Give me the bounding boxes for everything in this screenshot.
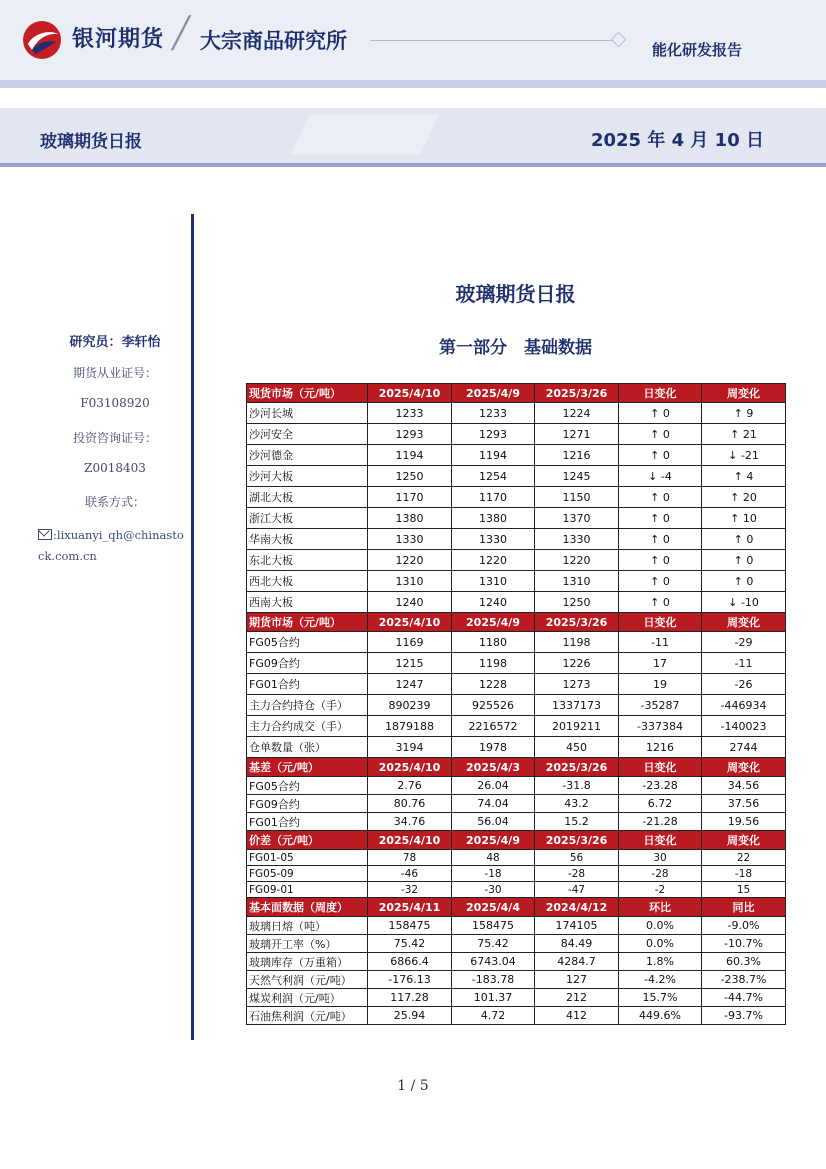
table-cell: -18: [452, 866, 535, 882]
column-header: 2025/4/10: [368, 758, 452, 777]
table-cell: 1240: [368, 592, 452, 613]
table-cell: 1215: [368, 653, 452, 674]
basic-data-table: [246, 383, 786, 1025]
table-cell: 沙河德金: [247, 445, 368, 466]
table-cell: 1245: [535, 466, 619, 487]
column-header: 日变化: [619, 758, 702, 777]
table-cell: ↑ 0: [702, 571, 786, 592]
table-cell: 1228: [452, 674, 535, 695]
table-cell: ↑ 9: [702, 403, 786, 424]
column-header: 日变化: [619, 613, 702, 632]
table-row: [247, 466, 786, 487]
brand-name: 银河期货: [72, 27, 165, 52]
table-header-row: [247, 831, 786, 850]
table-cell: 0.0%: [619, 917, 702, 935]
table-header-row: [247, 758, 786, 777]
table-row: [247, 424, 786, 445]
table-cell: -21.28: [619, 813, 702, 831]
column-header: 2025/4/10: [368, 613, 452, 632]
header-divider: ╱: [172, 16, 191, 51]
institute-name: 大宗商品研究所: [200, 29, 347, 53]
table-row: [247, 571, 786, 592]
column-header: 2025/4/10: [368, 831, 452, 850]
table-cell: 34.76: [368, 813, 452, 831]
table-cell: ↑ 0: [619, 403, 702, 424]
table-row: [247, 777, 786, 795]
table-cell: 80.76: [368, 795, 452, 813]
futures-license-number: F03108920: [80, 396, 150, 410]
table-cell: 25.94: [368, 1007, 452, 1025]
table-cell: -31.8: [535, 777, 619, 795]
sidebar-divider: [191, 214, 194, 1040]
table-cell: FG01合约: [247, 674, 368, 695]
table-cell: 1273: [535, 674, 619, 695]
table-cell: ↓ -4: [619, 466, 702, 487]
table-cell: 1170: [368, 487, 452, 508]
table-cell: 48: [452, 850, 535, 866]
table-row: [247, 917, 786, 935]
table-cell: 2019211: [535, 716, 619, 737]
table-cell: -29: [702, 632, 786, 653]
table-cell: 75.42: [452, 935, 535, 953]
table-cell: 56: [535, 850, 619, 866]
table-cell: 1220: [535, 550, 619, 571]
table-cell: 30: [619, 850, 702, 866]
table-cell: 925526: [452, 695, 535, 716]
email-address[interactable]: :lixuanyi_qh@chinastock.com.cn: [38, 528, 184, 563]
table-cell: -93.7%: [702, 1007, 786, 1025]
table-cell: 1226: [535, 653, 619, 674]
table-cell: 1169: [368, 632, 452, 653]
galaxy-futures-logo-icon: [22, 20, 62, 60]
table-cell: ↑ 0: [619, 529, 702, 550]
table-cell: -238.7%: [702, 971, 786, 989]
column-header: 基本面数据（周度）: [247, 898, 368, 917]
contact-email[interactable]: [38, 525, 190, 567]
table-cell: -26: [702, 674, 786, 695]
table-cell: 1250: [368, 466, 452, 487]
table-cell: 1310: [368, 571, 452, 592]
table-cell: 沙河大板: [247, 466, 368, 487]
column-header: 期货市场（元/吨）: [247, 613, 368, 632]
table-cell: 412: [535, 1007, 619, 1025]
table-cell: 1254: [452, 466, 535, 487]
table-cell: ↑ 0: [619, 487, 702, 508]
table-cell: 1330: [535, 529, 619, 550]
table-header-row: [247, 898, 786, 917]
table-cell: 1170: [452, 487, 535, 508]
table-cell: ↑ 0: [619, 571, 702, 592]
table-cell: -183.78: [452, 971, 535, 989]
table-row: [247, 971, 786, 989]
table-cell: -44.7%: [702, 989, 786, 1007]
column-header: 2025/4/11: [368, 898, 452, 917]
futures-license-label: 期货从业证号：: [72, 366, 157, 380]
table-cell: -337384: [619, 716, 702, 737]
table-cell: 127: [535, 971, 619, 989]
table-cell: 1293: [452, 424, 535, 445]
table-cell: 450: [535, 737, 619, 758]
column-header: 日变化: [619, 384, 702, 403]
table-cell: 15.7%: [619, 989, 702, 1007]
document-date: 2025 年 4 月 10 日: [590, 130, 764, 151]
column-header: 环比: [619, 898, 702, 917]
table-cell: ↑ 0: [702, 529, 786, 550]
table-cell: 1293: [368, 424, 452, 445]
table-cell: 主力合约持仓（手）: [247, 695, 368, 716]
table-row: [247, 795, 786, 813]
table-cell: 1330: [452, 529, 535, 550]
table-cell: 1194: [452, 445, 535, 466]
table-cell: FG09合约: [247, 795, 368, 813]
table-cell: 1271: [535, 424, 619, 445]
header-rule: [370, 40, 618, 41]
table-cell: 56.04: [452, 813, 535, 831]
table-cell: 4.72: [452, 1007, 535, 1025]
table-cell: 19: [619, 674, 702, 695]
table-cell: 117.28: [368, 989, 452, 1007]
table-cell: -11: [619, 632, 702, 653]
table-row: [247, 866, 786, 882]
table-cell: 449.6%: [619, 1007, 702, 1025]
column-header: 周变化: [702, 384, 786, 403]
table-row: [247, 882, 786, 898]
table-cell: 华南大板: [247, 529, 368, 550]
table-cell: -176.13: [368, 971, 452, 989]
table-cell: -28: [535, 866, 619, 882]
table-cell: -28: [619, 866, 702, 882]
table-cell: 34.56: [702, 777, 786, 795]
table-cell: FG05-09: [247, 866, 368, 882]
table-cell: 75.42: [368, 935, 452, 953]
table-cell: 1240: [452, 592, 535, 613]
table-cell: 1198: [452, 653, 535, 674]
table-row: [247, 529, 786, 550]
table-cell: 主力合约成交（手）: [247, 716, 368, 737]
table-row: [247, 445, 786, 466]
envelope-icon: [38, 529, 52, 540]
table-row: [247, 695, 786, 716]
table-cell: -47: [535, 882, 619, 898]
table-cell: ↑ 10: [702, 508, 786, 529]
table-cell: 2216572: [452, 716, 535, 737]
column-header: 周变化: [702, 758, 786, 777]
table-row: [247, 935, 786, 953]
table-cell: 1220: [452, 550, 535, 571]
table-cell: 84.49: [535, 935, 619, 953]
table-cell: -2: [619, 882, 702, 898]
table-cell: 沙河安全: [247, 424, 368, 445]
table-row: [247, 592, 786, 613]
table-row: [247, 653, 786, 674]
table-cell: 西南大板: [247, 592, 368, 613]
table-cell: 1216: [619, 737, 702, 758]
column-header: 2025/4/9: [452, 831, 535, 850]
column-header: 2025/4/4: [452, 898, 535, 917]
table-cell: 158475: [368, 917, 452, 935]
table-cell: 仓单数量（张）: [247, 737, 368, 758]
table-cell: 1310: [535, 571, 619, 592]
table-cell: 78: [368, 850, 452, 866]
table-row: [247, 632, 786, 653]
column-header: 现货市场（元/吨）: [247, 384, 368, 403]
table-row: [247, 716, 786, 737]
table-cell: 890239: [368, 695, 452, 716]
table-cell: 22: [702, 850, 786, 866]
table-header-row: [247, 613, 786, 632]
document-title: 玻璃期货日报: [40, 132, 142, 152]
table-row: [247, 487, 786, 508]
table-cell: FG09-01: [247, 882, 368, 898]
table-cell: 1233: [368, 403, 452, 424]
page-number: 1 / 5: [397, 1078, 429, 1094]
table-cell: 0.0%: [619, 935, 702, 953]
table-cell: ↑ 0: [619, 445, 702, 466]
table-cell: 1220: [368, 550, 452, 571]
column-header: 同比: [702, 898, 786, 917]
column-header: 2025/3/26: [535, 831, 619, 850]
table-cell: 1370: [535, 508, 619, 529]
table-cell: 43.2: [535, 795, 619, 813]
table-cell: 1198: [535, 632, 619, 653]
table-cell: FG09合约: [247, 653, 368, 674]
table-cell: 1180: [452, 632, 535, 653]
table-cell: 沙河长城: [247, 403, 368, 424]
table-cell: 15.2: [535, 813, 619, 831]
table-cell: ↑ 21: [702, 424, 786, 445]
table-cell: 浙江大板: [247, 508, 368, 529]
table-row: [247, 508, 786, 529]
table-cell: -23.28: [619, 777, 702, 795]
table-cell: ↑ 0: [619, 592, 702, 613]
table-cell: 1233: [452, 403, 535, 424]
column-header: 2025/4/10: [368, 384, 452, 403]
table-row: [247, 674, 786, 695]
report-type: 能化研发报告: [652, 41, 743, 59]
column-header: 2025/3/26: [535, 758, 619, 777]
table-row: [247, 813, 786, 831]
column-header: 周变化: [702, 831, 786, 850]
table-cell: 15: [702, 882, 786, 898]
table-cell: FG01合约: [247, 813, 368, 831]
table-row: [247, 1007, 786, 1025]
table-cell: ↑ 0: [619, 508, 702, 529]
table-cell: 2.76: [368, 777, 452, 795]
table-cell: 玻璃库存（万重箱）: [247, 953, 368, 971]
table-cell: -446934: [702, 695, 786, 716]
table-row: [247, 550, 786, 571]
advisory-license-label: 投资咨询证号：: [72, 431, 157, 445]
table-cell: 60.3%: [702, 953, 786, 971]
table-cell: FG05合约: [247, 632, 368, 653]
table-cell: 玻璃开工率（%）: [247, 935, 368, 953]
table-cell: 石油焦利润（元/吨）: [247, 1007, 368, 1025]
table-cell: 1380: [368, 508, 452, 529]
table-cell: -35287: [619, 695, 702, 716]
column-header: 2025/4/9: [452, 384, 535, 403]
table-cell: 1380: [452, 508, 535, 529]
table-cell: ↑ 0: [702, 550, 786, 571]
table-cell: 6743.04: [452, 953, 535, 971]
table-cell: 6866.4: [368, 953, 452, 971]
table-cell: 26.04: [452, 777, 535, 795]
band-decoration: [291, 114, 440, 154]
table-cell: 1247: [368, 674, 452, 695]
table-cell: -4.2%: [619, 971, 702, 989]
table-cell: 1.8%: [619, 953, 702, 971]
table-cell: ↑ 0: [619, 550, 702, 571]
table-row: [247, 989, 786, 1007]
table-cell: 1310: [452, 571, 535, 592]
table-cell: 37.56: [702, 795, 786, 813]
table-row: [247, 850, 786, 866]
table-row: [247, 737, 786, 758]
table-cell: 1330: [368, 529, 452, 550]
table-cell: 1150: [535, 487, 619, 508]
table-cell: -46: [368, 866, 452, 882]
table-cell: ↑ 4: [702, 466, 786, 487]
table-cell: 3194: [368, 737, 452, 758]
table-cell: 煤炭利润（元/吨）: [247, 989, 368, 1007]
section-title: 第一部分 基础数据: [439, 338, 592, 358]
table-cell: -140023: [702, 716, 786, 737]
table-cell: 158475: [452, 917, 535, 935]
table-cell: 4284.7: [535, 953, 619, 971]
table-cell: 东北大板: [247, 550, 368, 571]
table-header-row: [247, 384, 786, 403]
table-cell: ↓ -21: [702, 445, 786, 466]
column-header: 基差（元/吨）: [247, 758, 368, 777]
table-cell: 1337173: [535, 695, 619, 716]
main-title: 玻璃期货日报: [455, 282, 576, 306]
column-header: 2025/3/26: [535, 613, 619, 632]
table-row: [247, 953, 786, 971]
table-cell: 1194: [368, 445, 452, 466]
table-cell: 6.72: [619, 795, 702, 813]
column-header: 价差（元/吨）: [247, 831, 368, 850]
column-header: 2025/4/3: [452, 758, 535, 777]
table-cell: -18: [702, 866, 786, 882]
table-cell: -11: [702, 653, 786, 674]
table-cell: 1224: [535, 403, 619, 424]
table-cell: 74.04: [452, 795, 535, 813]
title-band-rule: [0, 163, 826, 167]
column-header: 日变化: [619, 831, 702, 850]
table-cell: 19.56: [702, 813, 786, 831]
table-cell: 1250: [535, 592, 619, 613]
column-header: 周变化: [702, 613, 786, 632]
table-cell: 玻璃日熔（吨）: [247, 917, 368, 935]
contact-label: 联系方式：: [84, 495, 145, 509]
table-cell: 2744: [702, 737, 786, 758]
table-cell: ↑ 20: [702, 487, 786, 508]
table-cell: -9.0%: [702, 917, 786, 935]
table-cell: ↓ -10: [702, 592, 786, 613]
advisory-license-number: Z0018403: [84, 461, 146, 475]
table-cell: 101.37: [452, 989, 535, 1007]
table-cell: 1216: [535, 445, 619, 466]
table-cell: 1978: [452, 737, 535, 758]
table-row: [247, 403, 786, 424]
table-cell: 212: [535, 989, 619, 1007]
column-header: 2025/3/26: [535, 384, 619, 403]
table-cell: FG01-05: [247, 850, 368, 866]
column-header: 2025/4/9: [452, 613, 535, 632]
column-header: 2024/4/12: [535, 898, 619, 917]
table-cell: 天然气利润（元/吨）: [247, 971, 368, 989]
table-cell: FG05合约: [247, 777, 368, 795]
table-cell: 湖北大板: [247, 487, 368, 508]
table-cell: 17: [619, 653, 702, 674]
table-cell: -32: [368, 882, 452, 898]
table-cell: 西北大板: [247, 571, 368, 592]
table-cell: -30: [452, 882, 535, 898]
table-cell: -10.7%: [702, 935, 786, 953]
header-stripe: [0, 80, 826, 88]
researcher-name: 研究员：李轩怡: [69, 335, 161, 350]
table-cell: 1879188: [368, 716, 452, 737]
table-cell: 174105: [535, 917, 619, 935]
table-cell: ↑ 0: [619, 424, 702, 445]
